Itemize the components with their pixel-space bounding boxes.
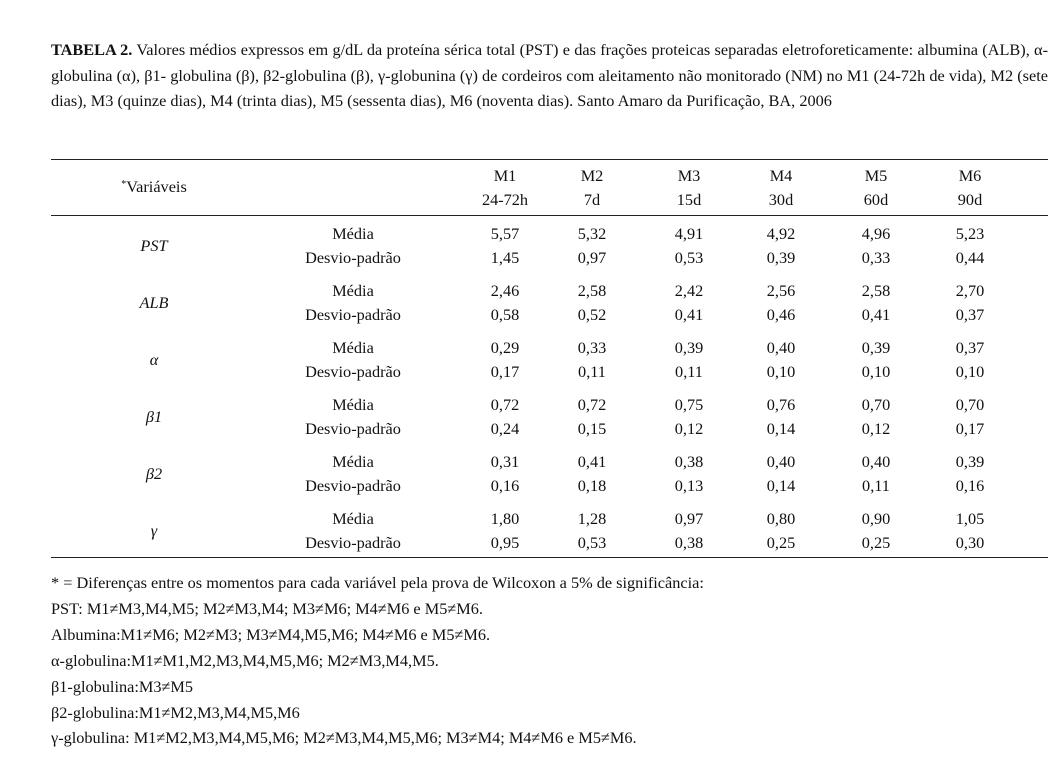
variable-name: ALB: [139, 293, 169, 312]
sd-value: 0,16: [955, 476, 985, 495]
sd-value: 0,16: [490, 476, 520, 495]
stat-label-sd: Desvio-padrão: [305, 305, 401, 324]
stat-label-mean: Média: [332, 395, 374, 414]
sd-value: 0,11: [675, 362, 703, 381]
mean-value: 2,46: [490, 281, 520, 300]
sd-value: 0,14: [766, 476, 796, 495]
mean-value: 0,40: [766, 338, 796, 357]
caption-label: TABELA 2.: [51, 40, 133, 59]
column-header-period: 60d: [863, 190, 889, 209]
column-header-moment: M3: [677, 166, 701, 185]
sd-value: 0,14: [766, 419, 796, 438]
mean-value: 0,72: [490, 395, 520, 414]
note-line: β2-globulina:M1≠M2,M3,M4,M5,M6: [51, 702, 300, 722]
sd-value: 0,12: [674, 419, 704, 438]
note-line: PST: M1≠M3,M4,M5; M2≠M3,M4; M3≠M6; M4≠M6 e M5≠M6.: [51, 598, 483, 618]
column-header-moment: M2: [580, 166, 604, 185]
variable-name: PST: [140, 236, 168, 255]
variable-name: α: [149, 350, 159, 369]
mean-value: 0,90: [861, 509, 891, 528]
column-header-period: 30d: [768, 190, 794, 209]
stat-label-sd: Desvio-padrão: [305, 362, 401, 381]
mean-value: 0,37: [955, 338, 985, 357]
sd-value: 0,13: [674, 476, 704, 495]
mean-value: 2,56: [766, 281, 796, 300]
sd-value: 0,44: [955, 248, 985, 267]
sd-value: 0,25: [861, 533, 891, 552]
column-header-period: 90d: [957, 190, 983, 209]
variable-name: β2: [145, 464, 163, 483]
stat-label-mean: Média: [332, 281, 374, 300]
sd-value: 1,45: [490, 248, 520, 267]
mean-value: 1,80: [490, 509, 520, 528]
column-header-period: 7d: [583, 190, 601, 209]
mean-value: 0,40: [861, 452, 891, 471]
sd-value: 0,41: [861, 305, 891, 324]
stat-label-sd: Desvio-padrão: [305, 476, 401, 495]
mean-value: 5,57: [490, 224, 520, 243]
sd-value: 0,38: [674, 533, 704, 552]
stat-label-sd: Desvio-padrão: [305, 533, 401, 552]
sd-value: 0,58: [490, 305, 520, 324]
caption-text: Valores médios expressos em g/dL da proteína sérica total (PST) e das frações proteicas separadas eletroforeticamente: albumina (ALB), α-globulina (α), β1- globulina (β), β2-globulina (β), γ-globunina (γ) de cordeiros com aleitamento não monitorado (NM) no M1 (24-72h de vida), M2 (sete dias), M3 (quinze dias), M4 (trinta dias), M5 (sessenta dias), M6 (noventa dias). Santo Amaro da Purificação, BA, 2006: [51, 40, 1049, 111]
sd-value: 0,10: [955, 362, 985, 381]
sd-value: 0,11: [862, 476, 890, 495]
note-line: Albumina:M1≠M6; M2≠M3; M3≠M4,M5,M6; M4≠M6 e M5≠M6.: [51, 624, 491, 644]
mean-value: 4,96: [861, 224, 891, 243]
sd-value: 0,30: [955, 533, 985, 552]
mean-value: 2,42: [674, 281, 704, 300]
sd-value: 0,52: [577, 305, 607, 324]
mean-value: 0,39: [861, 338, 891, 357]
table-caption: [51, 37, 1048, 114]
stat-label-mean: Média: [332, 224, 374, 243]
sd-value: 0,17: [955, 419, 985, 438]
sd-value: 0,24: [490, 419, 520, 438]
sd-value: 0,95: [490, 533, 520, 552]
mean-value: 0,80: [766, 509, 796, 528]
note-line: α-globulina:M1≠M1,M2,M3,M4,M5,M6; M2≠M3,M4,M5.: [51, 650, 439, 670]
column-header-moment: M4: [769, 166, 793, 185]
header-rule: [51, 215, 1048, 216]
mean-value: 2,58: [861, 281, 891, 300]
sd-value: 0,25: [766, 533, 796, 552]
mean-value: 0,76: [766, 395, 796, 414]
sd-value: 0,37: [955, 305, 985, 324]
column-header-moment: M5: [864, 166, 888, 185]
sd-value: 0,10: [861, 362, 891, 381]
variable-name: β1: [145, 407, 163, 426]
sd-value: 0,39: [766, 248, 796, 267]
sd-value: 0,18: [577, 476, 607, 495]
mean-value: 2,70: [955, 281, 985, 300]
sd-value: 0,97: [577, 248, 607, 267]
stat-label-mean: Média: [332, 338, 374, 357]
stat-label-sd: Desvio-padrão: [305, 419, 401, 438]
mean-value: 0,70: [861, 395, 891, 414]
note-line: β1-globulina:M3≠M5: [51, 676, 194, 696]
sd-value: 0,53: [577, 533, 607, 552]
notes-heading: * = Diferenças entre os momentos para cada variável pela prova de Wilcoxon a 5% de significância:: [51, 573, 704, 592]
stat-label-mean: Média: [332, 452, 374, 471]
sd-value: 0,10: [766, 362, 796, 381]
column-header-period: 15d: [676, 190, 702, 209]
mean-value: 0,33: [577, 338, 607, 357]
sd-value: 0,41: [674, 305, 704, 324]
mean-value: 2,58: [577, 281, 607, 300]
mean-value: 5,32: [577, 224, 607, 243]
mean-value: 1,28: [577, 509, 607, 528]
mean-value: 0,40: [766, 452, 796, 471]
variable-name: γ: [150, 521, 158, 540]
mean-value: 0,41: [577, 452, 607, 471]
sd-value: 0,17: [490, 362, 520, 381]
mean-value: 4,92: [766, 224, 796, 243]
mean-value: 0,31: [490, 452, 520, 471]
variables-header: [51, 177, 257, 197]
variables-label: Variáveis: [126, 177, 187, 196]
sd-value: 0,12: [861, 419, 891, 438]
table-notes: [51, 570, 1041, 751]
stat-label-sd: Desvio-padrão: [305, 248, 401, 267]
mean-value: 0,75: [674, 395, 704, 414]
top-rule: [51, 159, 1048, 160]
sd-value: 0,11: [578, 362, 606, 381]
mean-value: 0,29: [490, 338, 520, 357]
mean-value: 1,05: [955, 509, 985, 528]
sd-value: 0,46: [766, 305, 796, 324]
variables-marker: *: [121, 179, 127, 190]
mean-value: 0,39: [955, 452, 985, 471]
mean-value: 0,97: [674, 509, 704, 528]
sd-value: 0,33: [861, 248, 891, 267]
column-header-moment: M6: [958, 166, 982, 185]
bottom-rule: [51, 557, 1048, 558]
column-header-period: 24-72h: [481, 190, 529, 209]
mean-value: 0,38: [674, 452, 704, 471]
sd-value: 0,15: [577, 419, 607, 438]
stat-label-mean: Média: [332, 509, 374, 528]
mean-value: 5,23: [955, 224, 985, 243]
mean-value: 4,91: [674, 224, 704, 243]
note-line: γ-globulina: M1≠M2,M3,M4,M5,M6; M2≠M3,M4,M5,M6; M3≠M4; M4≠M6 e M5≠M6.: [51, 728, 637, 748]
mean-value: 0,39: [674, 338, 704, 357]
sd-value: 0,53: [674, 248, 704, 267]
mean-value: 0,70: [955, 395, 985, 414]
mean-value: 0,72: [577, 395, 607, 414]
column-header-moment: M1: [493, 166, 517, 185]
